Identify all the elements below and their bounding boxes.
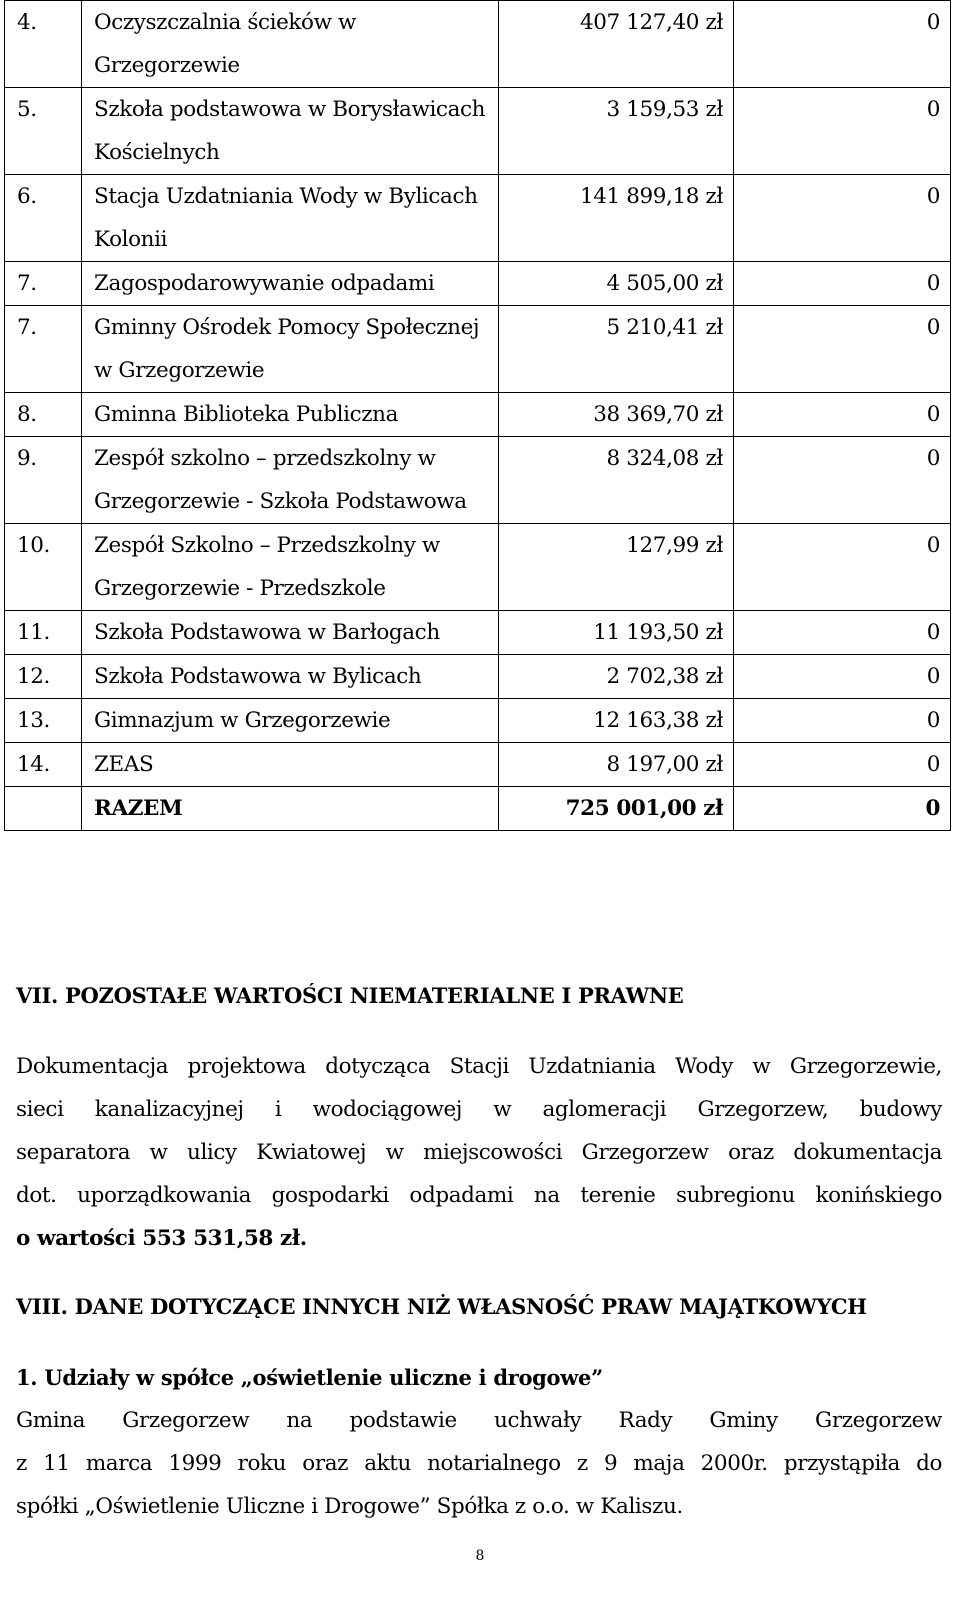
total-empty-cell: [5, 787, 82, 831]
row-number: 5.: [5, 88, 82, 175]
row-number: 13.: [5, 699, 82, 743]
row-zero: 0: [734, 1, 951, 88]
row-name: Szkoła Podstawowa w Bylicach: [82, 655, 499, 699]
paragraph-line: Gmina Grzegorzew na podstawie uchwały Rady Gminy Grzegorzew: [16, 1408, 942, 1433]
row-value: 407 127,40 zł: [499, 1, 734, 88]
row-zero: 0: [734, 611, 951, 655]
section-vii-heading: VII. POZOSTAŁE WARTOŚCI NIEMATERIALNE I PRAWNE: [16, 983, 684, 1008]
row-number: 10.: [5, 524, 82, 611]
row-zero: 0: [734, 175, 951, 262]
table-row: [5, 175, 951, 262]
row-zero: 0: [734, 437, 951, 524]
paragraph-line: sieci kanalizacyjnej i wodociągowej w aglomeracji Grzegorzew, budowy: [16, 1097, 942, 1122]
row-zero: 0: [734, 524, 951, 611]
row-name: Gminny Ośrodek Pomocy Społecznej w Grzegorzewie: [82, 306, 499, 393]
row-value: 38 369,70 zł: [499, 393, 734, 437]
total-zero: 0: [734, 787, 951, 831]
row-name: Stacja Uzdatniania Wody w Bylicach Kolonii: [82, 175, 499, 262]
table-row: [5, 393, 951, 437]
table-row: [5, 743, 951, 787]
section-viii-heading: VIII. DANE DOTYCZĄCE INNYCH NIŻ WŁASNOŚĆ PRAW MAJĄTKOWYCH: [16, 1294, 867, 1319]
table-row: [5, 699, 951, 743]
row-zero: 0: [734, 262, 951, 306]
row-number: 9.: [5, 437, 82, 524]
section-vii-paragraph: [16, 1045, 942, 1260]
row-name: Zespół Szkolno – Przedszkolny w Grzegorzewie - Przedszkole: [82, 524, 499, 611]
paragraph-line: z 11 marca 1999 roku oraz aktu notarialnego z 9 maja 2000r. przystąpiła do: [16, 1451, 942, 1476]
row-number: 7.: [5, 306, 82, 393]
row-number: 7.: [5, 262, 82, 306]
row-name: Zagospodarowywanie odpadami: [82, 262, 499, 306]
row-name: Gminna Biblioteka Publiczna: [82, 393, 499, 437]
table-row: [5, 306, 951, 393]
paragraph-line: spółki „Oświetlenie Uliczne i Drogowe” Spółka z o.o. w Kaliszu.: [16, 1494, 683, 1519]
row-zero: 0: [734, 699, 951, 743]
section-viii-paragraph: [16, 1399, 942, 1528]
table-row: [5, 262, 951, 306]
row-name: Szkoła podstawowa w Borysławicach Kościelnych: [82, 88, 499, 175]
row-value: 11 193,50 zł: [499, 611, 734, 655]
row-name: Zespół szkolno – przedszkolny w Grzegorzewie - Szkoła Podstawowa: [82, 437, 499, 524]
row-value: 8 324,08 zł: [499, 437, 734, 524]
table-row: [5, 611, 951, 655]
table-row: [5, 524, 951, 611]
table-row: [5, 437, 951, 524]
row-zero: 0: [734, 306, 951, 393]
total-value: 725 001,00 zł: [499, 787, 734, 831]
paragraph-line: Dokumentacja projektowa dotycząca Stacji Uzdatniania Wody w Grzegorzewie,: [16, 1054, 942, 1079]
table-row: [5, 655, 951, 699]
page-number: 8: [475, 1548, 485, 1564]
section-viii-subheading: 1. Udziały w spółce „oświetlenie uliczne i drogowe”: [16, 1365, 603, 1390]
row-number: 4.: [5, 1, 82, 88]
assets-table-body: [5, 1, 951, 831]
row-value: 127,99 zł: [499, 524, 734, 611]
row-value: 3 159,53 zł: [499, 88, 734, 175]
row-value: 4 505,00 zł: [499, 262, 734, 306]
row-value: 8 197,00 zł: [499, 743, 734, 787]
table-row: [5, 88, 951, 175]
paragraph-line: separatora w ulicy Kwiatowej w miejscowości Grzegorzew oraz dokumentacja: [16, 1140, 942, 1165]
row-name: Szkoła Podstawowa w Barłogach: [82, 611, 499, 655]
row-value: 2 702,38 zł: [499, 655, 734, 699]
row-value: 141 899,18 zł: [499, 175, 734, 262]
row-number: 8.: [5, 393, 82, 437]
value-statement: o wartości 553 531,58 zł.: [16, 1226, 307, 1251]
paragraph-line: dot. uporządkowania gospodarki odpadami na terenie subregionu konińskiego: [16, 1183, 942, 1208]
row-name: Oczyszczalnia ścieków w Grzegorzewie: [82, 1, 499, 88]
table-row: [5, 1, 951, 88]
row-number: 6.: [5, 175, 82, 262]
row-zero: 0: [734, 393, 951, 437]
row-zero: 0: [734, 655, 951, 699]
row-number: 11.: [5, 611, 82, 655]
row-name: ZEAS: [82, 743, 499, 787]
total-row: [5, 787, 951, 831]
row-name: Gimnazjum w Grzegorzewie: [82, 699, 499, 743]
assets-table: [4, 0, 951, 831]
row-value: 12 163,38 zł: [499, 699, 734, 743]
total-label: RAZEM: [82, 787, 499, 831]
row-value: 5 210,41 zł: [499, 306, 734, 393]
row-zero: 0: [734, 743, 951, 787]
row-number: 12.: [5, 655, 82, 699]
row-number: 14.: [5, 743, 82, 787]
row-zero: 0: [734, 88, 951, 175]
